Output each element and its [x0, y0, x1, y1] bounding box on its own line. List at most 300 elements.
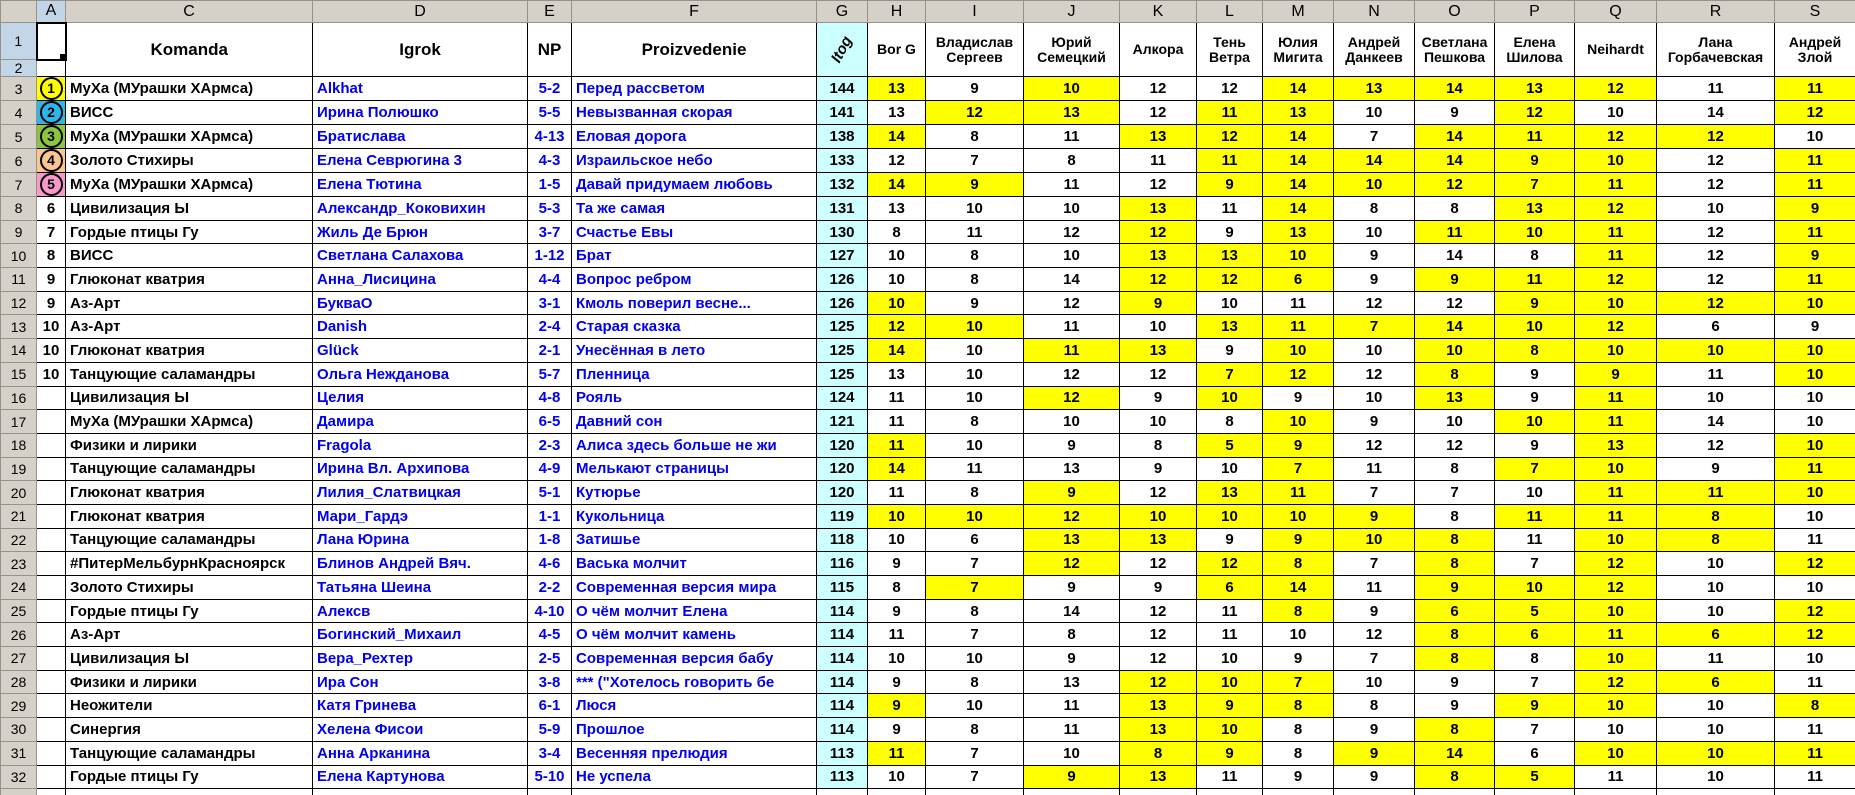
score-cell[interactable]: 14 — [868, 125, 926, 149]
cell-total[interactable]: 114 — [817, 670, 868, 694]
score-cell[interactable]: 13 — [1120, 718, 1197, 742]
cell-rank[interactable] — [37, 77, 66, 101]
score-cell[interactable]: 9 — [1263, 433, 1334, 457]
score-cell[interactable]: 9 — [1415, 101, 1495, 125]
score-cell[interactable]: 11 — [1024, 315, 1120, 339]
cell-empty[interactable] — [37, 789, 66, 795]
score-cell[interactable]: 12 — [1415, 173, 1495, 197]
score-cell[interactable]: 10 — [926, 386, 1024, 410]
cell-np[interactable]: 4-6 — [528, 552, 572, 576]
cell-title[interactable]: Прошлое — [572, 718, 817, 742]
cell-total[interactable]: 144 — [817, 77, 868, 101]
cell-total[interactable]: 118 — [817, 528, 868, 552]
score-cell[interactable]: 13 — [1120, 339, 1197, 363]
score-cell[interactable]: 10 — [1197, 386, 1263, 410]
score-cell[interactable]: 7 — [1263, 670, 1334, 694]
score-cell[interactable]: 10 — [1775, 647, 1855, 671]
score-cell[interactable]: 12 — [1575, 268, 1657, 292]
cell-empty[interactable] — [817, 789, 868, 795]
score-cell[interactable]: 12 — [1575, 77, 1657, 101]
cell-total[interactable]: 133 — [817, 149, 868, 173]
cell-player[interactable]: Анна_Лисицина — [313, 268, 528, 292]
score-cell[interactable]: 9 — [1415, 670, 1495, 694]
score-cell[interactable]: 9 — [1120, 386, 1197, 410]
score-cell[interactable]: 10 — [868, 291, 926, 315]
score-cell[interactable]: 12 — [1657, 244, 1775, 268]
score-cell[interactable]: 11 — [1575, 173, 1657, 197]
score-cell[interactable]: 10 — [1197, 670, 1263, 694]
cell-title[interactable]: Та же самая — [572, 197, 817, 221]
score-cell[interactable]: 11 — [926, 220, 1024, 244]
score-cell[interactable]: 11 — [868, 410, 926, 434]
cell-empty[interactable] — [572, 789, 817, 795]
column-header-C[interactable]: C — [66, 1, 313, 23]
cell-rank[interactable]: 9 — [37, 268, 66, 292]
cell-title[interactable]: Перед рассветом — [572, 77, 817, 101]
score-cell[interactable]: 11 — [1495, 504, 1575, 528]
score-cell[interactable]: 10 — [1495, 481, 1575, 505]
score-cell[interactable]: 14 — [1415, 315, 1495, 339]
score-cell[interactable]: 10 — [1334, 101, 1415, 125]
score-cell[interactable]: 11 — [1575, 623, 1657, 647]
score-cell[interactable]: 12 — [1120, 101, 1197, 125]
cell-title[interactable]: Унесённая в лето — [572, 339, 817, 363]
score-cell[interactable]: 13 — [1197, 481, 1263, 505]
score-cell[interactable]: 12 — [1575, 315, 1657, 339]
score-cell[interactable]: 10 — [1495, 220, 1575, 244]
cell-player[interactable]: Дамира — [313, 410, 528, 434]
cell-title[interactable]: Счастье Евы — [572, 220, 817, 244]
cell-player[interactable]: Блинов Андрей Вяч. — [313, 552, 528, 576]
score-cell[interactable]: 11 — [1657, 481, 1775, 505]
column-header-I[interactable]: I — [926, 1, 1024, 23]
score-cell[interactable]: 9 — [1334, 765, 1415, 789]
score-cell[interactable]: 10 — [1263, 410, 1334, 434]
score-cell[interactable]: 9 — [1775, 315, 1855, 339]
score-cell[interactable]: 14 — [868, 173, 926, 197]
row-header-28[interactable]: 28 — [1, 670, 37, 694]
cell-team[interactable]: Цивилизация Ы — [66, 386, 313, 410]
row-header-19[interactable]: 19 — [1, 457, 37, 481]
cell-player[interactable]: Катя Гринева — [313, 694, 528, 718]
cell-team[interactable]: Глюконат кватрия — [66, 481, 313, 505]
cell-np[interactable]: 4-5 — [528, 623, 572, 647]
score-cell[interactable]: 9 — [868, 694, 926, 718]
score-cell[interactable]: 11 — [1024, 173, 1120, 197]
judge-header[interactable]: Лана Горбачевская — [1657, 23, 1775, 77]
cell-total[interactable]: 138 — [817, 125, 868, 149]
score-cell[interactable]: 7 — [1334, 552, 1415, 576]
cell-rank[interactable] — [37, 149, 66, 173]
score-cell[interactable]: 11 — [1775, 741, 1855, 765]
cell-rank[interactable] — [37, 741, 66, 765]
score-cell[interactable]: 8 — [1657, 504, 1775, 528]
cell-np[interactable]: 6-5 — [528, 410, 572, 434]
cell-total[interactable]: 116 — [817, 552, 868, 576]
column-header-E[interactable]: E — [528, 1, 572, 23]
cell-player[interactable]: Елена Севрюгина 3 — [313, 149, 528, 173]
score-cell[interactable]: 10 — [1024, 197, 1120, 221]
score-cell[interactable]: 14 — [1263, 77, 1334, 101]
cell-team[interactable]: Танцующие саламандры — [66, 741, 313, 765]
cell-total[interactable]: 114 — [817, 718, 868, 742]
score-cell[interactable]: 9 — [1415, 268, 1495, 292]
score-cell[interactable]: 13 — [1334, 77, 1415, 101]
score-cell[interactable]: 10 — [1775, 410, 1855, 434]
cell-title[interactable]: *** ("Хотелось говорить бе — [572, 670, 817, 694]
score-cell[interactable]: 6 — [1657, 623, 1775, 647]
score-cell[interactable]: 9 — [1495, 362, 1575, 386]
score-cell[interactable]: 11 — [868, 623, 926, 647]
score-cell[interactable]: 9 — [1263, 765, 1334, 789]
score-cell[interactable]: 11 — [1657, 647, 1775, 671]
score-cell[interactable]: 9 — [1495, 433, 1575, 457]
score-cell[interactable]: 10 — [1575, 694, 1657, 718]
score-cell[interactable]: 13 — [1120, 197, 1197, 221]
score-cell[interactable]: 10 — [926, 433, 1024, 457]
cell-rank[interactable] — [37, 481, 66, 505]
cell-total[interactable]: 114 — [817, 599, 868, 623]
score-cell[interactable]: 11 — [1334, 576, 1415, 600]
score-cell[interactable]: 12 — [1657, 268, 1775, 292]
judge-header[interactable]: Светлана Пешкова — [1415, 23, 1495, 77]
score-cell[interactable]: 11 — [1575, 386, 1657, 410]
score-cell[interactable]: 10 — [1575, 149, 1657, 173]
score-cell[interactable]: 10 — [1575, 718, 1657, 742]
score-cell[interactable]: 8 — [926, 718, 1024, 742]
score-cell[interactable]: 10 — [1657, 741, 1775, 765]
score-cell[interactable]: 12 — [1775, 599, 1855, 623]
cell-player[interactable]: Богинский_Михаил — [313, 623, 528, 647]
cell-team[interactable]: МуХа (МУрашки ХАрмса) — [66, 125, 313, 149]
row-header-8[interactable]: 8 — [1, 197, 37, 221]
score-cell[interactable]: 10 — [1575, 457, 1657, 481]
score-cell[interactable]: 10 — [1263, 504, 1334, 528]
cell-total[interactable]: 120 — [817, 481, 868, 505]
score-cell[interactable]: 8 — [868, 220, 926, 244]
cell-empty[interactable] — [528, 789, 572, 795]
score-cell[interactable]: 10 — [1334, 386, 1415, 410]
cell-rank[interactable] — [37, 694, 66, 718]
score-cell[interactable]: 12 — [1263, 362, 1334, 386]
score-cell[interactable]: 9 — [1575, 362, 1657, 386]
row-header-33[interactable] — [1, 789, 37, 795]
cell-np[interactable]: 6-1 — [528, 694, 572, 718]
score-cell[interactable]: 11 — [1775, 718, 1855, 742]
row-header-2[interactable]: 2 — [1, 60, 37, 77]
cell-title[interactable]: Невызванная скорая — [572, 101, 817, 125]
score-cell[interactable]: 7 — [926, 552, 1024, 576]
cell-player[interactable]: Хелена Фисои — [313, 718, 528, 742]
score-cell[interactable]: 11 — [1495, 528, 1575, 552]
score-cell[interactable]: 13 — [868, 77, 926, 101]
cell-np[interactable]: 2-4 — [528, 315, 572, 339]
score-cell[interactable]: 7 — [926, 623, 1024, 647]
score-cell[interactable]: 9 — [1263, 647, 1334, 671]
cell-np[interactable]: 1-12 — [528, 244, 572, 268]
cell-team[interactable]: #ПитерМельбурнКрасноярск — [66, 552, 313, 576]
score-cell[interactable]: 10 — [1775, 339, 1855, 363]
cell-player[interactable]: Ольга Нежданова — [313, 362, 528, 386]
score-cell[interactable]: 13 — [868, 101, 926, 125]
score-cell[interactable]: 12 — [1415, 433, 1495, 457]
score-cell[interactable]: 10 — [1657, 718, 1775, 742]
score-cell[interactable]: 9 — [1263, 386, 1334, 410]
cell-title[interactable]: Васька молчит — [572, 552, 817, 576]
cell-empty[interactable] — [1415, 789, 1495, 795]
score-cell[interactable]: 11 — [1197, 599, 1263, 623]
score-cell[interactable]: 7 — [1334, 481, 1415, 505]
score-cell[interactable]: 14 — [1415, 77, 1495, 101]
cell-empty[interactable] — [1197, 789, 1263, 795]
score-cell[interactable]: 9 — [1334, 268, 1415, 292]
score-cell[interactable]: 12 — [1120, 623, 1197, 647]
cell-np[interactable]: 4-10 — [528, 599, 572, 623]
score-cell[interactable]: 14 — [1263, 576, 1334, 600]
row-header-21[interactable]: 21 — [1, 504, 37, 528]
header-proizvedenie[interactable]: Proizvedenie — [572, 23, 817, 77]
score-cell[interactable]: 10 — [1197, 647, 1263, 671]
cell-np[interactable]: 5-5 — [528, 101, 572, 125]
cell-rank[interactable]: 10 — [37, 362, 66, 386]
column-header-K[interactable]: K — [1120, 1, 1197, 23]
score-cell[interactable]: 11 — [926, 457, 1024, 481]
score-cell[interactable]: 14 — [1263, 173, 1334, 197]
score-cell[interactable]: 10 — [1575, 291, 1657, 315]
score-cell[interactable]: 10 — [868, 528, 926, 552]
cell-np[interactable]: 3-8 — [528, 670, 572, 694]
score-cell[interactable]: 13 — [1024, 457, 1120, 481]
score-cell[interactable]: 10 — [868, 244, 926, 268]
score-cell[interactable]: 9 — [1495, 386, 1575, 410]
cell-player[interactable]: Fragola — [313, 433, 528, 457]
score-cell[interactable]: 11 — [1024, 339, 1120, 363]
cell-title[interactable]: Еловая дорога — [572, 125, 817, 149]
cell-team[interactable]: Танцующие саламандры — [66, 528, 313, 552]
cell-rank[interactable] — [37, 718, 66, 742]
score-cell[interactable]: 11 — [868, 481, 926, 505]
cell-total[interactable]: 125 — [817, 339, 868, 363]
cell-player[interactable]: Елена Картунова — [313, 765, 528, 789]
score-cell[interactable]: 8 — [1334, 694, 1415, 718]
column-header-H[interactable]: H — [868, 1, 926, 23]
score-cell[interactable]: 7 — [1495, 173, 1575, 197]
score-cell[interactable]: 11 — [1024, 125, 1120, 149]
cell-player[interactable]: Светлана Салахова — [313, 244, 528, 268]
cell-team[interactable]: Гордые птицы Гу — [66, 220, 313, 244]
header-np[interactable]: NP — [528, 23, 572, 77]
cell-rank[interactable] — [37, 410, 66, 434]
score-cell[interactable]: 7 — [1495, 670, 1575, 694]
cell-np[interactable]: 3-4 — [528, 741, 572, 765]
score-cell[interactable]: 7 — [926, 765, 1024, 789]
score-cell[interactable]: 9 — [1024, 481, 1120, 505]
cell-title[interactable]: О чём молчит Елена — [572, 599, 817, 623]
score-cell[interactable]: 12 — [1575, 576, 1657, 600]
score-cell[interactable]: 12 — [1120, 77, 1197, 101]
score-cell[interactable]: 8 — [1415, 718, 1495, 742]
cell-empty[interactable] — [1024, 789, 1120, 795]
cell-title[interactable]: Современная версия бабу — [572, 647, 817, 671]
row-header-26[interactable]: 26 — [1, 623, 37, 647]
score-cell[interactable]: 8 — [1263, 599, 1334, 623]
score-cell[interactable]: 10 — [1775, 433, 1855, 457]
score-cell[interactable]: 10 — [1334, 670, 1415, 694]
cell-empty[interactable] — [313, 789, 528, 795]
cell-title[interactable]: Кутюрье — [572, 481, 817, 505]
score-cell[interactable]: 10 — [926, 362, 1024, 386]
score-cell[interactable]: 13 — [868, 362, 926, 386]
score-cell[interactable]: 11 — [1775, 528, 1855, 552]
score-cell[interactable]: 13 — [1495, 197, 1575, 221]
score-cell[interactable]: 8 — [926, 125, 1024, 149]
cell-A1-selected[interactable] — [37, 23, 66, 60]
cell-player[interactable]: Вера_Рехтер — [313, 647, 528, 671]
judge-header[interactable]: Юрий Семецкий — [1024, 23, 1120, 77]
cell-team[interactable]: Глюконат кватрия — [66, 504, 313, 528]
score-cell[interactable]: 12 — [1024, 362, 1120, 386]
cell-rank[interactable] — [37, 552, 66, 576]
score-cell[interactable]: 12 — [1334, 362, 1415, 386]
score-cell[interactable]: 6 — [1495, 623, 1575, 647]
cell-total[interactable]: 132 — [817, 173, 868, 197]
score-cell[interactable]: 11 — [1575, 765, 1657, 789]
cell-np[interactable]: 1-1 — [528, 504, 572, 528]
score-cell[interactable]: 8 — [1415, 457, 1495, 481]
cell-team[interactable]: Аз-Арт — [66, 623, 313, 647]
score-cell[interactable]: 13 — [1120, 125, 1197, 149]
score-cell[interactable]: 11 — [1334, 457, 1415, 481]
cell-team[interactable]: МуХа (МУрашки ХАрмса) — [66, 173, 313, 197]
score-cell[interactable]: 11 — [1495, 125, 1575, 149]
score-cell[interactable]: 8 — [1024, 623, 1120, 647]
column-header-G[interactable]: G — [817, 1, 868, 23]
score-cell[interactable]: 9 — [1024, 647, 1120, 671]
cell-empty[interactable] — [1334, 789, 1415, 795]
score-cell[interactable]: 9 — [1495, 149, 1575, 173]
score-cell[interactable]: 6 — [1197, 576, 1263, 600]
cell-title[interactable]: Весенняя прелюдия — [572, 741, 817, 765]
cell-title[interactable]: Брат — [572, 244, 817, 268]
score-cell[interactable]: 14 — [1657, 410, 1775, 434]
row-header-13[interactable]: 13 — [1, 315, 37, 339]
score-cell[interactable]: 10 — [926, 694, 1024, 718]
cell-team[interactable]: Золото Стихиры — [66, 149, 313, 173]
score-cell[interactable]: 12 — [1120, 670, 1197, 694]
row-header-5[interactable]: 5 — [1, 125, 37, 149]
score-cell[interactable]: 9 — [868, 670, 926, 694]
score-cell[interactable]: 13 — [1575, 433, 1657, 457]
score-cell[interactable]: 13 — [1197, 244, 1263, 268]
score-cell[interactable]: 7 — [926, 741, 1024, 765]
cell-player[interactable]: БукваО — [313, 291, 528, 315]
score-cell[interactable]: 10 — [926, 197, 1024, 221]
cell-np[interactable]: 5-10 — [528, 765, 572, 789]
column-header-Q[interactable]: Q — [1575, 1, 1657, 23]
score-cell[interactable]: 9 — [1415, 576, 1495, 600]
cell-team[interactable]: Глюконат кватрия — [66, 339, 313, 363]
cell-rank[interactable] — [37, 623, 66, 647]
cell-np[interactable]: 4-13 — [528, 125, 572, 149]
column-header-N[interactable]: N — [1334, 1, 1415, 23]
cell-empty[interactable] — [1120, 789, 1197, 795]
score-cell[interactable]: 11 — [1775, 268, 1855, 292]
score-cell[interactable]: 8 — [1415, 197, 1495, 221]
score-cell[interactable]: 12 — [1575, 670, 1657, 694]
score-cell[interactable]: 6 — [1495, 741, 1575, 765]
score-cell[interactable]: 7 — [1495, 457, 1575, 481]
cell-empty[interactable] — [868, 789, 926, 795]
score-cell[interactable]: 10 — [1495, 315, 1575, 339]
row-header-3[interactable]: 3 — [1, 77, 37, 101]
score-cell[interactable]: 10 — [926, 315, 1024, 339]
cell-empty[interactable] — [926, 789, 1024, 795]
score-cell[interactable]: 13 — [868, 197, 926, 221]
row-header-20[interactable]: 20 — [1, 481, 37, 505]
cell-title[interactable]: Современная версия мира — [572, 576, 817, 600]
cell-title[interactable]: Старая сказка — [572, 315, 817, 339]
cell-player[interactable]: Glück — [313, 339, 528, 363]
score-cell[interactable]: 9 — [1024, 576, 1120, 600]
score-cell[interactable]: 11 — [1575, 244, 1657, 268]
score-cell[interactable]: 10 — [1657, 386, 1775, 410]
cell-rank[interactable] — [37, 457, 66, 481]
score-cell[interactable]: 10 — [1657, 576, 1775, 600]
score-cell[interactable]: 9 — [1197, 528, 1263, 552]
score-cell[interactable]: 10 — [1197, 291, 1263, 315]
column-header-L[interactable]: L — [1197, 1, 1263, 23]
row-header-31[interactable]: 31 — [1, 741, 37, 765]
cell-team[interactable]: Синергия — [66, 718, 313, 742]
cell-team[interactable]: Золото Стихиры — [66, 576, 313, 600]
score-cell[interactable]: 10 — [1657, 197, 1775, 221]
score-cell[interactable]: 10 — [1775, 576, 1855, 600]
cell-np[interactable]: 2-5 — [528, 647, 572, 671]
score-cell[interactable]: 9 — [1263, 528, 1334, 552]
score-cell[interactable]: 10 — [1657, 765, 1775, 789]
cell-player[interactable]: Лана Юрина — [313, 528, 528, 552]
score-cell[interactable]: 10 — [1197, 457, 1263, 481]
score-cell[interactable]: 10 — [926, 339, 1024, 363]
cell-player[interactable]: Лилия_Слатвицкая — [313, 481, 528, 505]
score-cell[interactable]: 5 — [1495, 599, 1575, 623]
column-header-A[interactable]: A — [37, 1, 66, 23]
cell-total[interactable]: 126 — [817, 291, 868, 315]
cell-total[interactable]: 121 — [817, 410, 868, 434]
score-cell[interactable]: 14 — [1415, 244, 1495, 268]
score-cell[interactable]: 13 — [1495, 77, 1575, 101]
score-cell[interactable]: 8 — [1415, 765, 1495, 789]
cell-rank[interactable] — [37, 386, 66, 410]
row-header-14[interactable]: 14 — [1, 339, 37, 363]
cell-total[interactable]: 113 — [817, 765, 868, 789]
column-header-P[interactable]: P — [1495, 1, 1575, 23]
row-header-10[interactable]: 10 — [1, 244, 37, 268]
score-cell[interactable]: 9 — [1024, 433, 1120, 457]
column-header-D[interactable]: D — [313, 1, 528, 23]
cell-total[interactable]: 120 — [817, 433, 868, 457]
score-cell[interactable]: 11 — [1415, 220, 1495, 244]
score-cell[interactable]: 13 — [1415, 386, 1495, 410]
score-cell[interactable]: 14 — [1415, 741, 1495, 765]
row-header-23[interactable]: 23 — [1, 552, 37, 576]
cell-player[interactable]: Целия — [313, 386, 528, 410]
score-cell[interactable]: 10 — [868, 504, 926, 528]
row-header-1[interactable]: 1 — [1, 23, 37, 60]
cell-title[interactable]: Вопрос ребром — [572, 268, 817, 292]
score-cell[interactable]: 11 — [1197, 197, 1263, 221]
score-cell[interactable]: 9 — [1775, 197, 1855, 221]
